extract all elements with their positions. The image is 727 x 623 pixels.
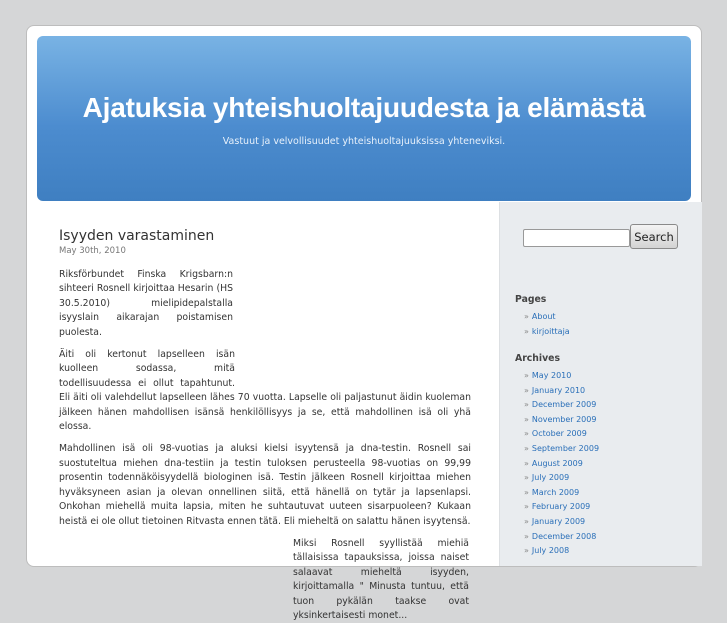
bullet-icon: »	[524, 371, 529, 380]
post-paragraph: Mahdollinen isä oli 98-vuotias ja aluksi kielsi isyytensä ja dna-testin. Rosnell sai suostuteltua miehen dna-testiin ja testin tuloksen perusteella 98-vuotias on 99,99 prosentin todennäköisyydellä biologinen isä. Testin jälkeen Rosnell kirjoittaa miehen hyväksyneen asian ja olevan onnellinen siitä, että hänellä on tytär ja lapsenlapsi. Onkohan miehellä muita lapsia, miten he suhtautuvat uuteen sisarpuoleen? Kukaan heistä ei ole ollut tietoinen Ritvasta ennen tätä. Eli mieheltä on salattu hänen isyytensä.	[59, 443, 471, 527]
blog-description: Vastuut ja velvollisuudet yhteishuoltajuuksissa yhteneviksi.	[222, 136, 506, 147]
pages-heading: Pages	[515, 294, 547, 305]
post-paragraph: Miksi Rosnell syyllistää miehiä tällaisissa tapauksissa, joissa naiset salaavat mieheltä isyyden, kirjoittamalla " Minusta tuntuu, että tuon pykälän taakse ovat yksinkertaisesti monet...	[293, 537, 469, 621]
bullet-icon: »	[524, 516, 529, 526]
archive-link[interactable]: » December 2008	[524, 531, 597, 541]
post-paragraph-text: Äiti oli kertonut lapselleen isän kuolleen sodassa, mitä todellisuudessa ei ollut tapahtunut. Eli äiti oli valehdellut lapselleen lähes 70 vuotta. Lapselle oli paljastunut äidin kuoleman jälkeen hänen mahdollisen isänsä henkilöllisyys ja se, että mahdollinen isä oli yhä elossa.	[59, 349, 471, 433]
blog-title[interactable]: Ajatuksia yhteishuoltajuudesta ja elämästä	[82, 92, 646, 123]
page-link-about[interactable]: » About	[524, 312, 556, 321]
archive-link[interactable]: » January 2009	[524, 516, 586, 526]
bullet-icon: »	[524, 443, 529, 453]
archive-link[interactable]: » February 2009	[524, 502, 591, 512]
post-date: May 30th, 2010	[59, 246, 126, 256]
pages-list	[524, 310, 570, 339]
archive-link[interactable]: » May 2010	[524, 371, 572, 380]
archive-link[interactable]: » December 2009	[524, 400, 597, 410]
page-container	[26, 25, 702, 621]
archive-link[interactable]: » January 2010	[524, 385, 586, 395]
bullet-icon: »	[524, 414, 529, 424]
bullet-icon: »	[524, 326, 529, 336]
archive-link[interactable]: » October 2009	[524, 429, 587, 439]
post-paragraph	[59, 348, 471, 434]
post-title[interactable]: Isyyden varastaminen	[59, 228, 215, 244]
sidebar	[499, 202, 702, 566]
bullet-icon: »	[524, 546, 529, 556]
search-input[interactable]	[523, 229, 630, 247]
archives-heading: Archives	[515, 353, 560, 364]
bullet-icon: »	[524, 487, 529, 497]
post-paragraph: Riksförbundet Finska Krigsbarn:n sihteeri Rosnell kirjoittaa Hesarin (HS 30.5.2010) mielipidepalstalla isyyslain aikarajan poistamisen puolesta.	[59, 269, 233, 338]
bullet-icon: »	[524, 458, 529, 468]
bullet-icon: »	[524, 385, 529, 395]
main-content	[59, 224, 471, 621]
bullet-icon: »	[524, 502, 529, 512]
page-link-kirjoittaja[interactable]: » kirjoittaja	[524, 326, 570, 336]
archives-list	[524, 369, 599, 559]
bullet-icon: »	[524, 429, 529, 439]
blog-header	[37, 36, 691, 201]
bullet-icon: »	[524, 400, 529, 410]
archive-link[interactable]: » September 2009	[524, 443, 600, 453]
bullet-icon: »	[524, 473, 529, 483]
archive-link[interactable]: » November 2009	[524, 414, 597, 424]
archive-link[interactable]: » July 2008	[524, 546, 570, 556]
archive-link[interactable]: » August 2009	[524, 458, 583, 468]
bullet-icon: »	[524, 531, 529, 541]
bullet-icon: »	[524, 312, 529, 321]
search-button[interactable]: Search	[630, 224, 678, 249]
archive-link[interactable]: » July 2009	[524, 473, 570, 483]
archive-link[interactable]: » March 2009	[524, 487, 580, 497]
